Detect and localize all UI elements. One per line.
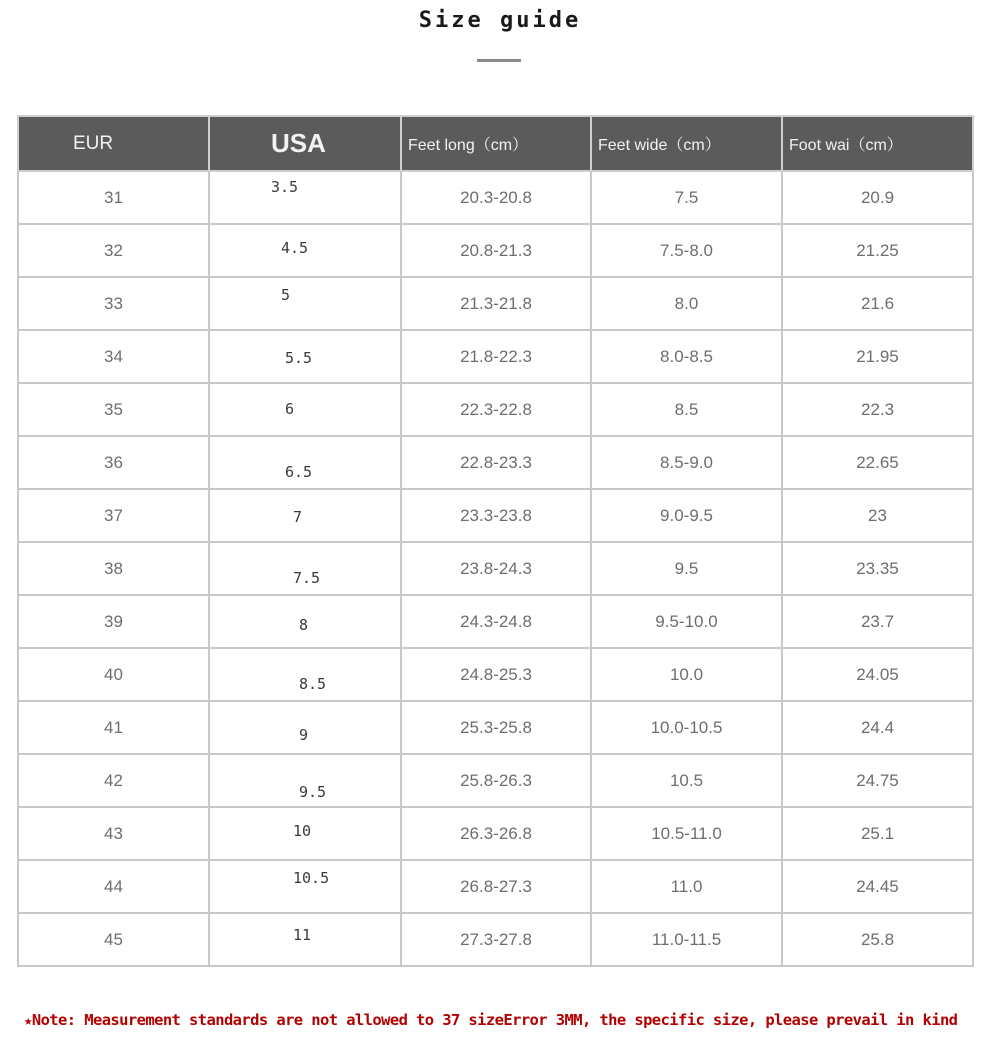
cell-feet-long: 25.8-26.3: [401, 754, 591, 807]
cell-usa: [209, 277, 401, 330]
cell-eur: 45: [18, 913, 209, 966]
cell-feet-wide: 10.5: [591, 754, 782, 807]
cell-usa: [209, 860, 401, 913]
cell-foot-wai: 21.95: [782, 330, 973, 383]
table-row: [18, 330, 973, 383]
cell-feet-long: 25.3-25.8: [401, 701, 591, 754]
cell-eur: 32: [18, 224, 209, 277]
cell-foot-wai: 23.7: [782, 595, 973, 648]
cell-feet-wide: 9.0-9.5: [591, 489, 782, 542]
cell-feet-long: 27.3-27.8: [401, 913, 591, 966]
cell-foot-wai: 21.25: [782, 224, 973, 277]
cell-feet-long: 21.8-22.3: [401, 330, 591, 383]
cell-feet-wide: 8.5-9.0: [591, 436, 782, 489]
table-row: [18, 489, 973, 542]
cell-feet-long: 20.3-20.8: [401, 171, 591, 224]
cell-foot-wai: 25.8: [782, 913, 973, 966]
cell-usa: [209, 595, 401, 648]
cell-eur: 39: [18, 595, 209, 648]
cell-eur: 38: [18, 542, 209, 595]
column-header-usa: USA: [209, 116, 401, 171]
column-header-foot-wai: Foot wai（cm）: [782, 116, 973, 171]
table-row: [18, 913, 973, 966]
cell-feet-wide: 7.5-8.0: [591, 224, 782, 277]
table-row: [18, 224, 973, 277]
cell-feet-wide: 10.0-10.5: [591, 701, 782, 754]
cell-usa-value: 3.5: [271, 178, 299, 196]
measurement-note: [24, 1011, 984, 1029]
cell-feet-wide: 11.0-11.5: [591, 913, 782, 966]
column-header-feet-long: Feet long（cm）: [401, 116, 591, 171]
table-row: [18, 436, 973, 489]
cell-usa: [209, 436, 401, 489]
table-header-row: [18, 116, 973, 171]
cell-usa: [209, 648, 401, 701]
cell-feet-long: 26.8-27.3: [401, 860, 591, 913]
cell-usa: [209, 224, 401, 277]
cell-foot-wai: 24.4: [782, 701, 973, 754]
table-row: [18, 277, 973, 330]
cell-usa-value: 8.5: [299, 675, 327, 693]
cell-feet-wide: 8.0-8.5: [591, 330, 782, 383]
cell-eur: 37: [18, 489, 209, 542]
cell-foot-wai: 23.35: [782, 542, 973, 595]
cell-foot-wai: 25.1: [782, 807, 973, 860]
table-body: [18, 171, 973, 966]
cell-usa-value: 9: [299, 726, 309, 744]
cell-foot-wai: 24.75: [782, 754, 973, 807]
cell-usa-value: 8: [299, 616, 309, 634]
cell-usa-value: 10.5: [293, 869, 330, 887]
cell-usa: [209, 913, 401, 966]
cell-foot-wai: 24.05: [782, 648, 973, 701]
cell-foot-wai: 23: [782, 489, 973, 542]
cell-usa: [209, 701, 401, 754]
cell-feet-long: 23.8-24.3: [401, 542, 591, 595]
star-icon: ★: [24, 1013, 32, 1029]
table-row: [18, 383, 973, 436]
cell-eur: 43: [18, 807, 209, 860]
cell-feet-long: 21.3-21.8: [401, 277, 591, 330]
cell-feet-long: 24.3-24.8: [401, 595, 591, 648]
cell-eur: 42: [18, 754, 209, 807]
cell-usa: [209, 489, 401, 542]
cell-usa: [209, 807, 401, 860]
table-row: [18, 648, 973, 701]
cell-usa-value: 7: [293, 508, 303, 526]
table-row: [18, 807, 973, 860]
size-table: [17, 115, 974, 967]
cell-usa-value: 5: [281, 286, 291, 304]
column-header-eur: EUR: [18, 116, 209, 171]
cell-feet-wide: 7.5: [591, 171, 782, 224]
table-row: [18, 171, 973, 224]
note-text: Note: Measurement standards are not allowed to 37 sizeError 3MM, the specific size, please prevail in kind: [31, 1011, 958, 1029]
cell-feet-wide: 11.0: [591, 860, 782, 913]
cell-feet-long: 23.3-23.8: [401, 489, 591, 542]
table-row: [18, 860, 973, 913]
cell-usa: [209, 383, 401, 436]
cell-usa-value: 4.5: [281, 239, 309, 257]
page-title: Size guide: [418, 8, 582, 33]
cell-usa: [209, 754, 401, 807]
table-row: [18, 754, 973, 807]
cell-eur: 40: [18, 648, 209, 701]
column-header-feet-wide: Feet wide（cm）: [591, 116, 782, 171]
cell-foot-wai: 21.6: [782, 277, 973, 330]
cell-eur: 35: [18, 383, 209, 436]
cell-usa-value: 11: [293, 926, 312, 944]
cell-feet-wide: 9.5-10.0: [591, 595, 782, 648]
cell-eur: 31: [18, 171, 209, 224]
cell-feet-wide: 10.0: [591, 648, 782, 701]
table-row: [18, 542, 973, 595]
cell-foot-wai: 20.9: [782, 171, 973, 224]
cell-eur: 44: [18, 860, 209, 913]
cell-eur: 34: [18, 330, 209, 383]
cell-feet-long: 26.3-26.8: [401, 807, 591, 860]
cell-feet-long: 22.3-22.8: [401, 383, 591, 436]
cell-usa-value: 6: [285, 400, 295, 418]
cell-eur: 41: [18, 701, 209, 754]
table-row: [18, 595, 973, 648]
cell-usa-value: 6.5: [285, 463, 313, 481]
cell-feet-long: 24.8-25.3: [401, 648, 591, 701]
cell-eur: 33: [18, 277, 209, 330]
cell-eur: 36: [18, 436, 209, 489]
cell-usa-value: 5.5: [285, 349, 313, 367]
cell-foot-wai: 22.65: [782, 436, 973, 489]
cell-feet-wide: 8.0: [591, 277, 782, 330]
cell-foot-wai: 24.45: [782, 860, 973, 913]
cell-feet-long: 22.8-23.3: [401, 436, 591, 489]
cell-usa: [209, 171, 401, 224]
cell-feet-long: 20.8-21.3: [401, 224, 591, 277]
cell-usa: [209, 542, 401, 595]
cell-usa-value: 10: [293, 822, 312, 840]
cell-usa-value: 9.5: [299, 783, 327, 801]
title-divider: [477, 59, 521, 62]
cell-feet-wide: 9.5: [591, 542, 782, 595]
cell-feet-wide: 8.5: [591, 383, 782, 436]
cell-usa-value: 7.5: [293, 569, 321, 587]
cell-usa: [209, 330, 401, 383]
cell-feet-wide: 10.5-11.0: [591, 807, 782, 860]
cell-foot-wai: 22.3: [782, 383, 973, 436]
table-row: [18, 701, 973, 754]
